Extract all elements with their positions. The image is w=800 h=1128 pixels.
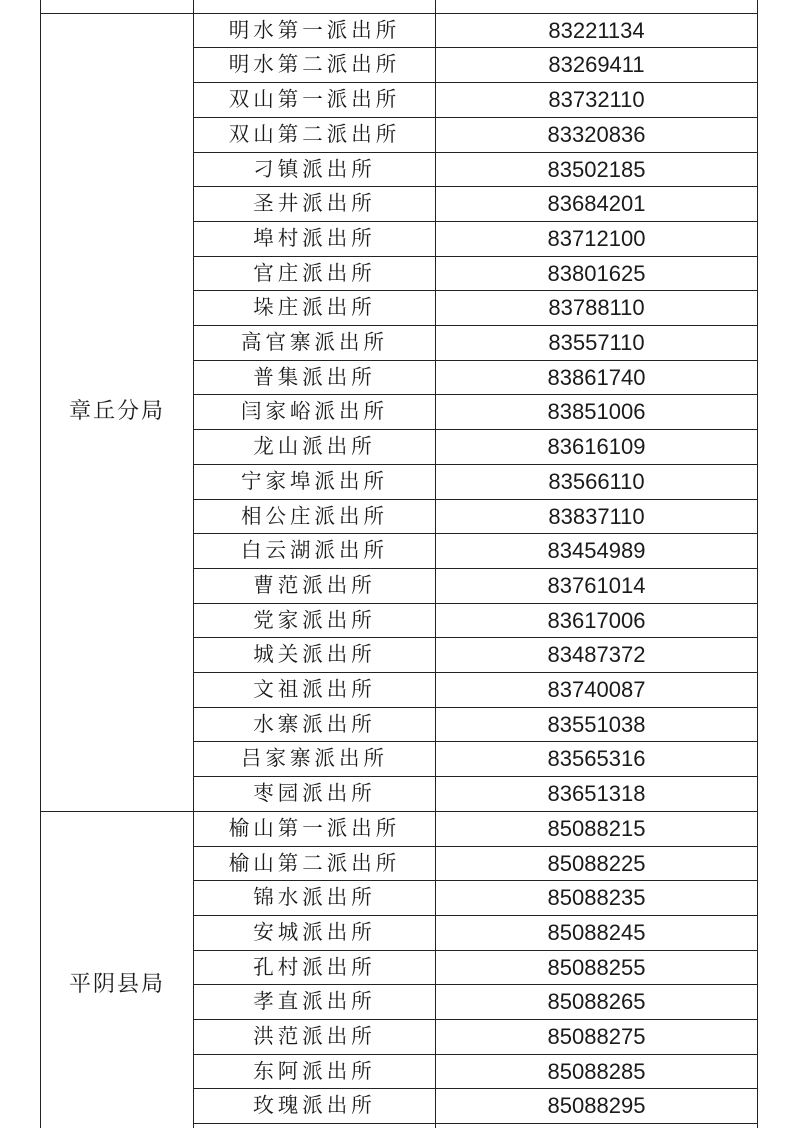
phone-number-cell: 85088215 [436,811,758,846]
phone-number-cell: 85088265 [436,985,758,1020]
phone-number-cell: 83487372 [436,638,758,673]
phone-number-cell: 83551038 [436,707,758,742]
phone-number-cell: 83566110 [436,464,758,499]
station-name-cell [194,1124,436,1128]
phone-number-cell [436,1124,758,1128]
station-name-cell: 闫家峪派出所 [194,395,436,430]
phone-number-cell: 83565316 [436,742,758,777]
phone-number-cell: 85088285 [436,1054,758,1089]
phone-number-cell: 85088295 [436,1089,758,1124]
station-name-cell: 双山第二派出所 [194,117,436,152]
phone-number-cell [436,0,758,13]
station-name-cell: 明水第一派出所 [194,13,436,48]
phone-number-cell: 83851006 [436,395,758,430]
station-name-cell: 安城派出所 [194,915,436,950]
station-name-cell [194,0,436,13]
bureau-name-cell: 平阴县局 [41,811,194,1128]
phone-number-cell: 83651318 [436,777,758,812]
station-name-cell: 榆山第二派出所 [194,846,436,881]
station-name-cell: 双山第一派出所 [194,83,436,118]
station-name-cell: 明水第二派出所 [194,48,436,83]
phone-number-cell: 83788110 [436,291,758,326]
phone-number-cell: 83712100 [436,221,758,256]
police-station-phone-table [40,0,758,1128]
station-name-cell: 埠村派出所 [194,221,436,256]
phone-number-cell: 83740087 [436,673,758,708]
station-name-cell: 水寨派出所 [194,707,436,742]
phone-number-cell: 83617006 [436,603,758,638]
phone-number-cell: 85088255 [436,950,758,985]
phone-number-cell: 85088225 [436,846,758,881]
phone-number-cell: 83221134 [436,13,758,48]
phone-number-cell: 83616109 [436,430,758,465]
phone-number-cell: 83684201 [436,187,758,222]
table-row [41,811,758,846]
station-name-cell: 党家派出所 [194,603,436,638]
station-name-cell: 东阿派出所 [194,1054,436,1089]
station-name-cell: 枣园派出所 [194,777,436,812]
station-name-cell: 宁家埠派出所 [194,464,436,499]
phone-number-cell: 85088275 [436,1020,758,1055]
bureau-cell-partial [41,0,194,13]
table-row [41,13,758,48]
station-name-cell: 文祖派出所 [194,673,436,708]
station-name-cell: 官庄派出所 [194,256,436,291]
station-name-cell: 高官寨派出所 [194,326,436,361]
phone-number-cell: 83801625 [436,256,758,291]
station-name-cell: 刁镇派出所 [194,152,436,187]
bureau-name-cell: 章丘分局 [41,13,194,811]
phone-number-cell: 83761014 [436,568,758,603]
phone-number-cell: 83732110 [436,83,758,118]
station-name-cell: 城关派出所 [194,638,436,673]
phone-number-cell: 83502185 [436,152,758,187]
station-name-cell: 吕家寨派出所 [194,742,436,777]
phone-number-cell: 83320836 [436,117,758,152]
table-row-partial [41,0,758,13]
phone-number-cell: 85088235 [436,881,758,916]
station-name-cell: 洪范派出所 [194,1020,436,1055]
station-name-cell: 榆山第一派出所 [194,811,436,846]
station-name-cell: 垛庄派出所 [194,291,436,326]
station-name-cell: 龙山派出所 [194,430,436,465]
station-name-cell: 圣井派出所 [194,187,436,222]
table-body [41,0,758,1128]
phone-number-cell: 85088245 [436,915,758,950]
station-name-cell: 曹范派出所 [194,568,436,603]
phone-number-cell: 83454989 [436,534,758,569]
station-name-cell: 白云湖派出所 [194,534,436,569]
phone-number-cell: 83557110 [436,326,758,361]
phone-number-cell: 83269411 [436,48,758,83]
station-name-cell: 相公庄派出所 [194,499,436,534]
station-name-cell: 普集派出所 [194,360,436,395]
phone-number-cell: 83837110 [436,499,758,534]
station-name-cell: 孔村派出所 [194,950,436,985]
station-name-cell: 孝直派出所 [194,985,436,1020]
station-name-cell: 锦水派出所 [194,881,436,916]
phone-number-cell: 83861740 [436,360,758,395]
station-name-cell: 玫瑰派出所 [194,1089,436,1124]
